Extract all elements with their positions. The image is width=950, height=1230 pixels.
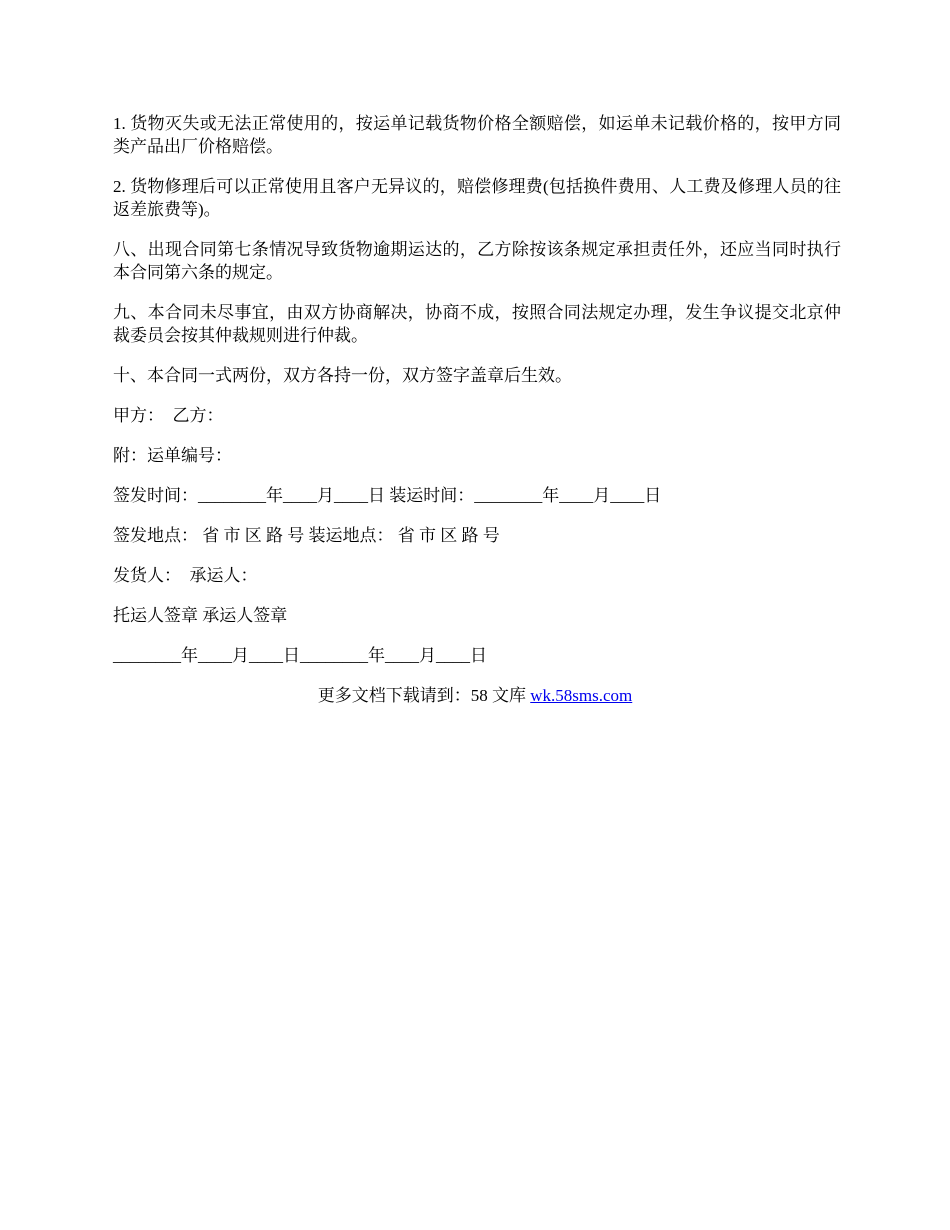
issue-location-line: 签发地点： 省 市 区 路 号 装运地点： 省 市 区 路 号 xyxy=(113,526,500,545)
waybill-number-line: 附：运单编号： xyxy=(113,446,232,465)
party-signature-line: 甲方： 乙方： xyxy=(113,406,224,425)
shipper-carrier-line: 发货人： 承运人： xyxy=(113,566,258,585)
document-body xyxy=(113,112,841,684)
footer xyxy=(0,684,950,707)
clause-paragraph-2: 2. 货物修理后可以正常使用且客户无异议的，赔偿修理费(包括换件费用、人工费及修理人员的往返差旅费等)。 xyxy=(113,177,841,219)
footer-link[interactable]: wk.58sms.com xyxy=(530,686,633,705)
clause-paragraph-8: 八、出现合同第七条情况导致货物逾期运达的，乙方除按该条规定承担责任外，还应当同时执行本合同第六条的规定。 xyxy=(113,240,841,282)
date-line: ________年____月____日________年____月____日 xyxy=(113,646,487,665)
footer-text: 更多文档下载请到：58 文库 xyxy=(317,686,531,705)
issue-time-line: 签发时间：________年____月____日 装运时间：________年____月____日 xyxy=(113,486,662,505)
seal-line: 托运人签章 承运人签章 xyxy=(113,606,288,625)
clause-paragraph-9: 九、本合同未尽事宜，由双方协商解决，协商不成，按照合同法规定办理，发生争议提交北京仲裁委员会按其仲裁规则进行仲裁。 xyxy=(113,303,841,345)
clause-paragraph-10: 十、本合同一式两份，双方各持一份，双方签字盖章后生效。 xyxy=(113,366,572,385)
clause-paragraph-1: 1. 货物灭失或无法正常使用的，按运单记载货物价格全额赔偿，如运单未记载价格的，按甲方同类产品出厂价格赔偿。 xyxy=(113,114,841,156)
